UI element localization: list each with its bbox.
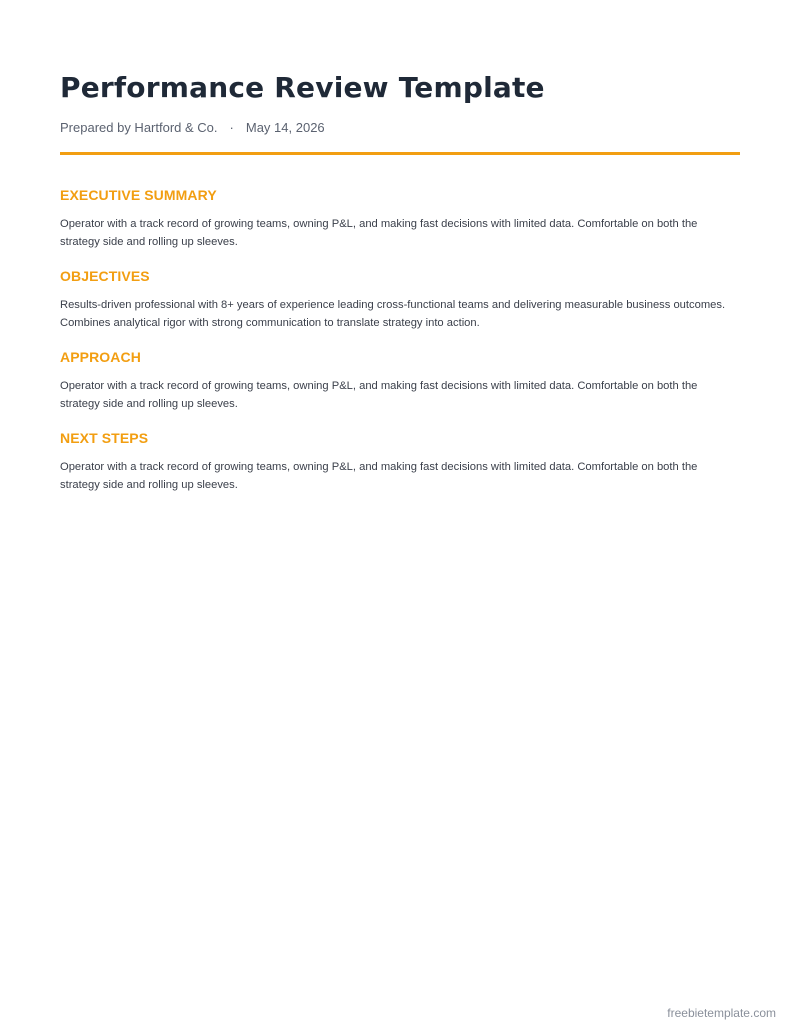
prepared-by: Prepared by Hartford & Co. [60,120,218,135]
section-body: Operator with a track record of growing teams, owning P&L, and making fast decisions with limited data. Comfortable on both the strategy side and rolling up sleeves. [60,380,698,410]
footer-site-link[interactable]: freebietemplate.com [667,1006,776,1020]
section-heading: EXECUTIVE SUMMARY [60,187,217,203]
section-objectives [60,266,740,332]
section-body: Results-driven professional with 8+ years of experience leading cross-functional teams and delivering measurable business outcomes. Combines analytical rigor with strong communication to translate strategy into action. [60,299,726,329]
document-title: Performance Review Template [60,71,545,104]
section-heading: NEXT STEPS [60,430,149,446]
section-executive-summary [60,185,740,251]
section-next-steps [60,428,740,494]
document-date: May 14, 2026 [245,120,325,135]
section-heading: OBJECTIVES [60,268,150,284]
section-approach [60,347,740,413]
section-body: Operator with a track record of growing teams, owning P&L, and making fast decisions with limited data. Comfortable on both the strategy side and rolling up sleeves. [60,218,698,248]
meta-separator: · [229,120,234,135]
section-body: Operator with a track record of growing teams, owning P&L, and making fast decisions with limited data. Comfortable on both the strategy side and rolling up sleeves. [60,461,698,491]
header-divider [60,152,740,155]
sections-container [60,185,740,509]
section-heading: APPROACH [60,349,141,365]
document-meta [60,120,325,135]
